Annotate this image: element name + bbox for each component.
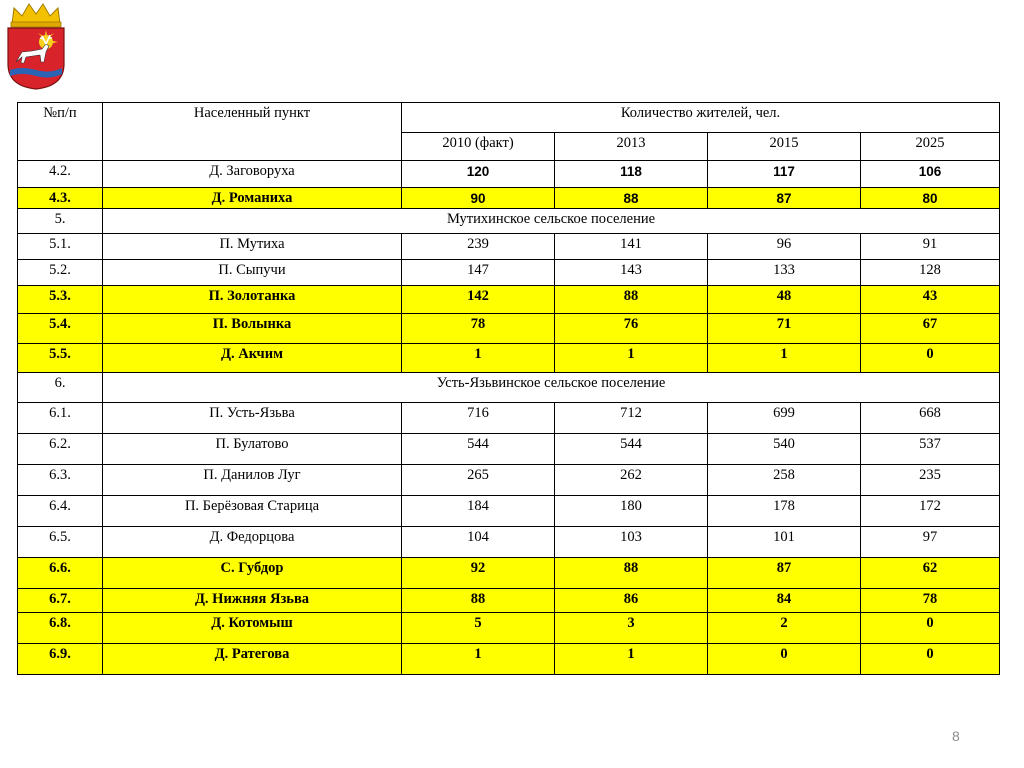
- row-number: 4.3.: [18, 188, 103, 209]
- place-name: С. Губдор: [103, 558, 402, 589]
- place-name: П. Мутиха: [103, 234, 402, 260]
- population-value: 262: [555, 465, 708, 496]
- population-value: 180: [555, 496, 708, 527]
- table-row: [18, 558, 1000, 589]
- population-value: 117: [708, 161, 861, 188]
- table-row: [18, 403, 1000, 434]
- population-value: 0: [861, 344, 1000, 373]
- population-value: 88: [555, 286, 708, 314]
- table-row: [18, 465, 1000, 496]
- population-value: 258: [708, 465, 861, 496]
- population-value: 84: [708, 589, 861, 613]
- section-title: Усть-Язьвинское сельское поселение: [103, 373, 1000, 403]
- population-value: 101: [708, 527, 861, 558]
- population-value: 67: [861, 314, 1000, 344]
- coat-of-arms-emblem: [2, 2, 70, 90]
- population-value: 537: [861, 434, 1000, 465]
- table-row: [18, 644, 1000, 675]
- year-header: 2015: [708, 133, 861, 161]
- population-value: 71: [708, 314, 861, 344]
- population-value: 147: [402, 260, 555, 286]
- row-number: 4.2.: [18, 161, 103, 188]
- population-value: 178: [708, 496, 861, 527]
- population-value: 78: [861, 589, 1000, 613]
- table-row: [18, 527, 1000, 558]
- place-name: П. Волынка: [103, 314, 402, 344]
- place-name: Д. Романиха: [103, 188, 402, 209]
- year-header: 2013: [555, 133, 708, 161]
- population-value: 86: [555, 589, 708, 613]
- population-value: 80: [861, 188, 1000, 209]
- population-value: 540: [708, 434, 861, 465]
- population-value: 103: [555, 527, 708, 558]
- population-value: 43: [861, 286, 1000, 314]
- place-name: П. Булатово: [103, 434, 402, 465]
- place-name: Д. Котомыш: [103, 613, 402, 644]
- row-number: 5.5.: [18, 344, 103, 373]
- place-name: Д. Акчим: [103, 344, 402, 373]
- population-value: 133: [708, 260, 861, 286]
- population-value: 90: [402, 188, 555, 209]
- population-value: 118: [555, 161, 708, 188]
- population-value: 699: [708, 403, 861, 434]
- year-header: 2025: [861, 133, 1000, 161]
- population-value: 172: [861, 496, 1000, 527]
- row-number: 6.3.: [18, 465, 103, 496]
- population-value: 265: [402, 465, 555, 496]
- population-value: 88: [555, 188, 708, 209]
- population-value: 142: [402, 286, 555, 314]
- population-value: 239: [402, 234, 555, 260]
- row-number: 6.6.: [18, 558, 103, 589]
- population-table: [17, 102, 1000, 675]
- population-value: 78: [402, 314, 555, 344]
- place-name: Д. Федорцова: [103, 527, 402, 558]
- row-number: 6.4.: [18, 496, 103, 527]
- population-value: 91: [861, 234, 1000, 260]
- place-name: П. Сыпучи: [103, 260, 402, 286]
- population-value: 2: [708, 613, 861, 644]
- table-header-row: [18, 103, 1000, 133]
- population-value: 716: [402, 403, 555, 434]
- section-title: Мутихинское сельское поселение: [103, 209, 1000, 234]
- population-value: 120: [402, 161, 555, 188]
- population-value: 92: [402, 558, 555, 589]
- population-value: 128: [861, 260, 1000, 286]
- population-value: 88: [402, 589, 555, 613]
- column-header-number: №п/п: [18, 103, 103, 161]
- place-name: П. Берёзовая Старица: [103, 496, 402, 527]
- population-value: 104: [402, 527, 555, 558]
- table-row: [18, 286, 1000, 314]
- table-row: [18, 314, 1000, 344]
- population-value: 1: [402, 344, 555, 373]
- population-value: 5: [402, 613, 555, 644]
- population-value: 87: [708, 558, 861, 589]
- column-header-place: Населенный пункт: [103, 103, 402, 161]
- table-row: [18, 234, 1000, 260]
- population-value: 143: [555, 260, 708, 286]
- population-value: 712: [555, 403, 708, 434]
- population-value: 544: [402, 434, 555, 465]
- population-value: 96: [708, 234, 861, 260]
- place-name: П. Данилов Луг: [103, 465, 402, 496]
- population-value: 76: [555, 314, 708, 344]
- population-value: 141: [555, 234, 708, 260]
- population-value: 0: [861, 613, 1000, 644]
- population-value: 1: [555, 644, 708, 675]
- population-value: 0: [861, 644, 1000, 675]
- row-number: 6.9.: [18, 644, 103, 675]
- table-row: [18, 344, 1000, 373]
- table-row: [18, 496, 1000, 527]
- row-number: 6.8.: [18, 613, 103, 644]
- table-row: [18, 589, 1000, 613]
- population-value: 1: [555, 344, 708, 373]
- population-value: 235: [861, 465, 1000, 496]
- population-value: 48: [708, 286, 861, 314]
- row-number: 5.3.: [18, 286, 103, 314]
- row-number: 6.5.: [18, 527, 103, 558]
- population-value: 1: [708, 344, 861, 373]
- row-number: 6.1.: [18, 403, 103, 434]
- place-name: Д. Заговоруха: [103, 161, 402, 188]
- population-value: 3: [555, 613, 708, 644]
- section-row: [18, 209, 1000, 234]
- table-row: [18, 434, 1000, 465]
- row-number: 5.: [18, 209, 103, 234]
- population-value: 544: [555, 434, 708, 465]
- row-number: 5.4.: [18, 314, 103, 344]
- column-header-population: Количество жителей, чел.: [402, 103, 1000, 133]
- population-value: 184: [402, 496, 555, 527]
- row-number: 5.1.: [18, 234, 103, 260]
- population-value: 668: [861, 403, 1000, 434]
- table-row: [18, 260, 1000, 286]
- population-value: 106: [861, 161, 1000, 188]
- population-value: 87: [708, 188, 861, 209]
- population-value: 62: [861, 558, 1000, 589]
- row-number: 6.7.: [18, 589, 103, 613]
- row-number: 5.2.: [18, 260, 103, 286]
- place-name: П. Золотанка: [103, 286, 402, 314]
- population-value: 88: [555, 558, 708, 589]
- table-row: [18, 188, 1000, 209]
- place-name: П. Усть-Язьва: [103, 403, 402, 434]
- section-row: [18, 373, 1000, 403]
- table-row: [18, 161, 1000, 188]
- table-row: [18, 613, 1000, 644]
- population-value: 1: [402, 644, 555, 675]
- page-number: 8: [952, 728, 960, 744]
- place-name: Д. Ратегова: [103, 644, 402, 675]
- population-value: 97: [861, 527, 1000, 558]
- row-number: 6.: [18, 373, 103, 403]
- year-header: 2010 (факт): [402, 133, 555, 161]
- population-value: 0: [708, 644, 861, 675]
- row-number: 6.2.: [18, 434, 103, 465]
- place-name: Д. Нижняя Язьва: [103, 589, 402, 613]
